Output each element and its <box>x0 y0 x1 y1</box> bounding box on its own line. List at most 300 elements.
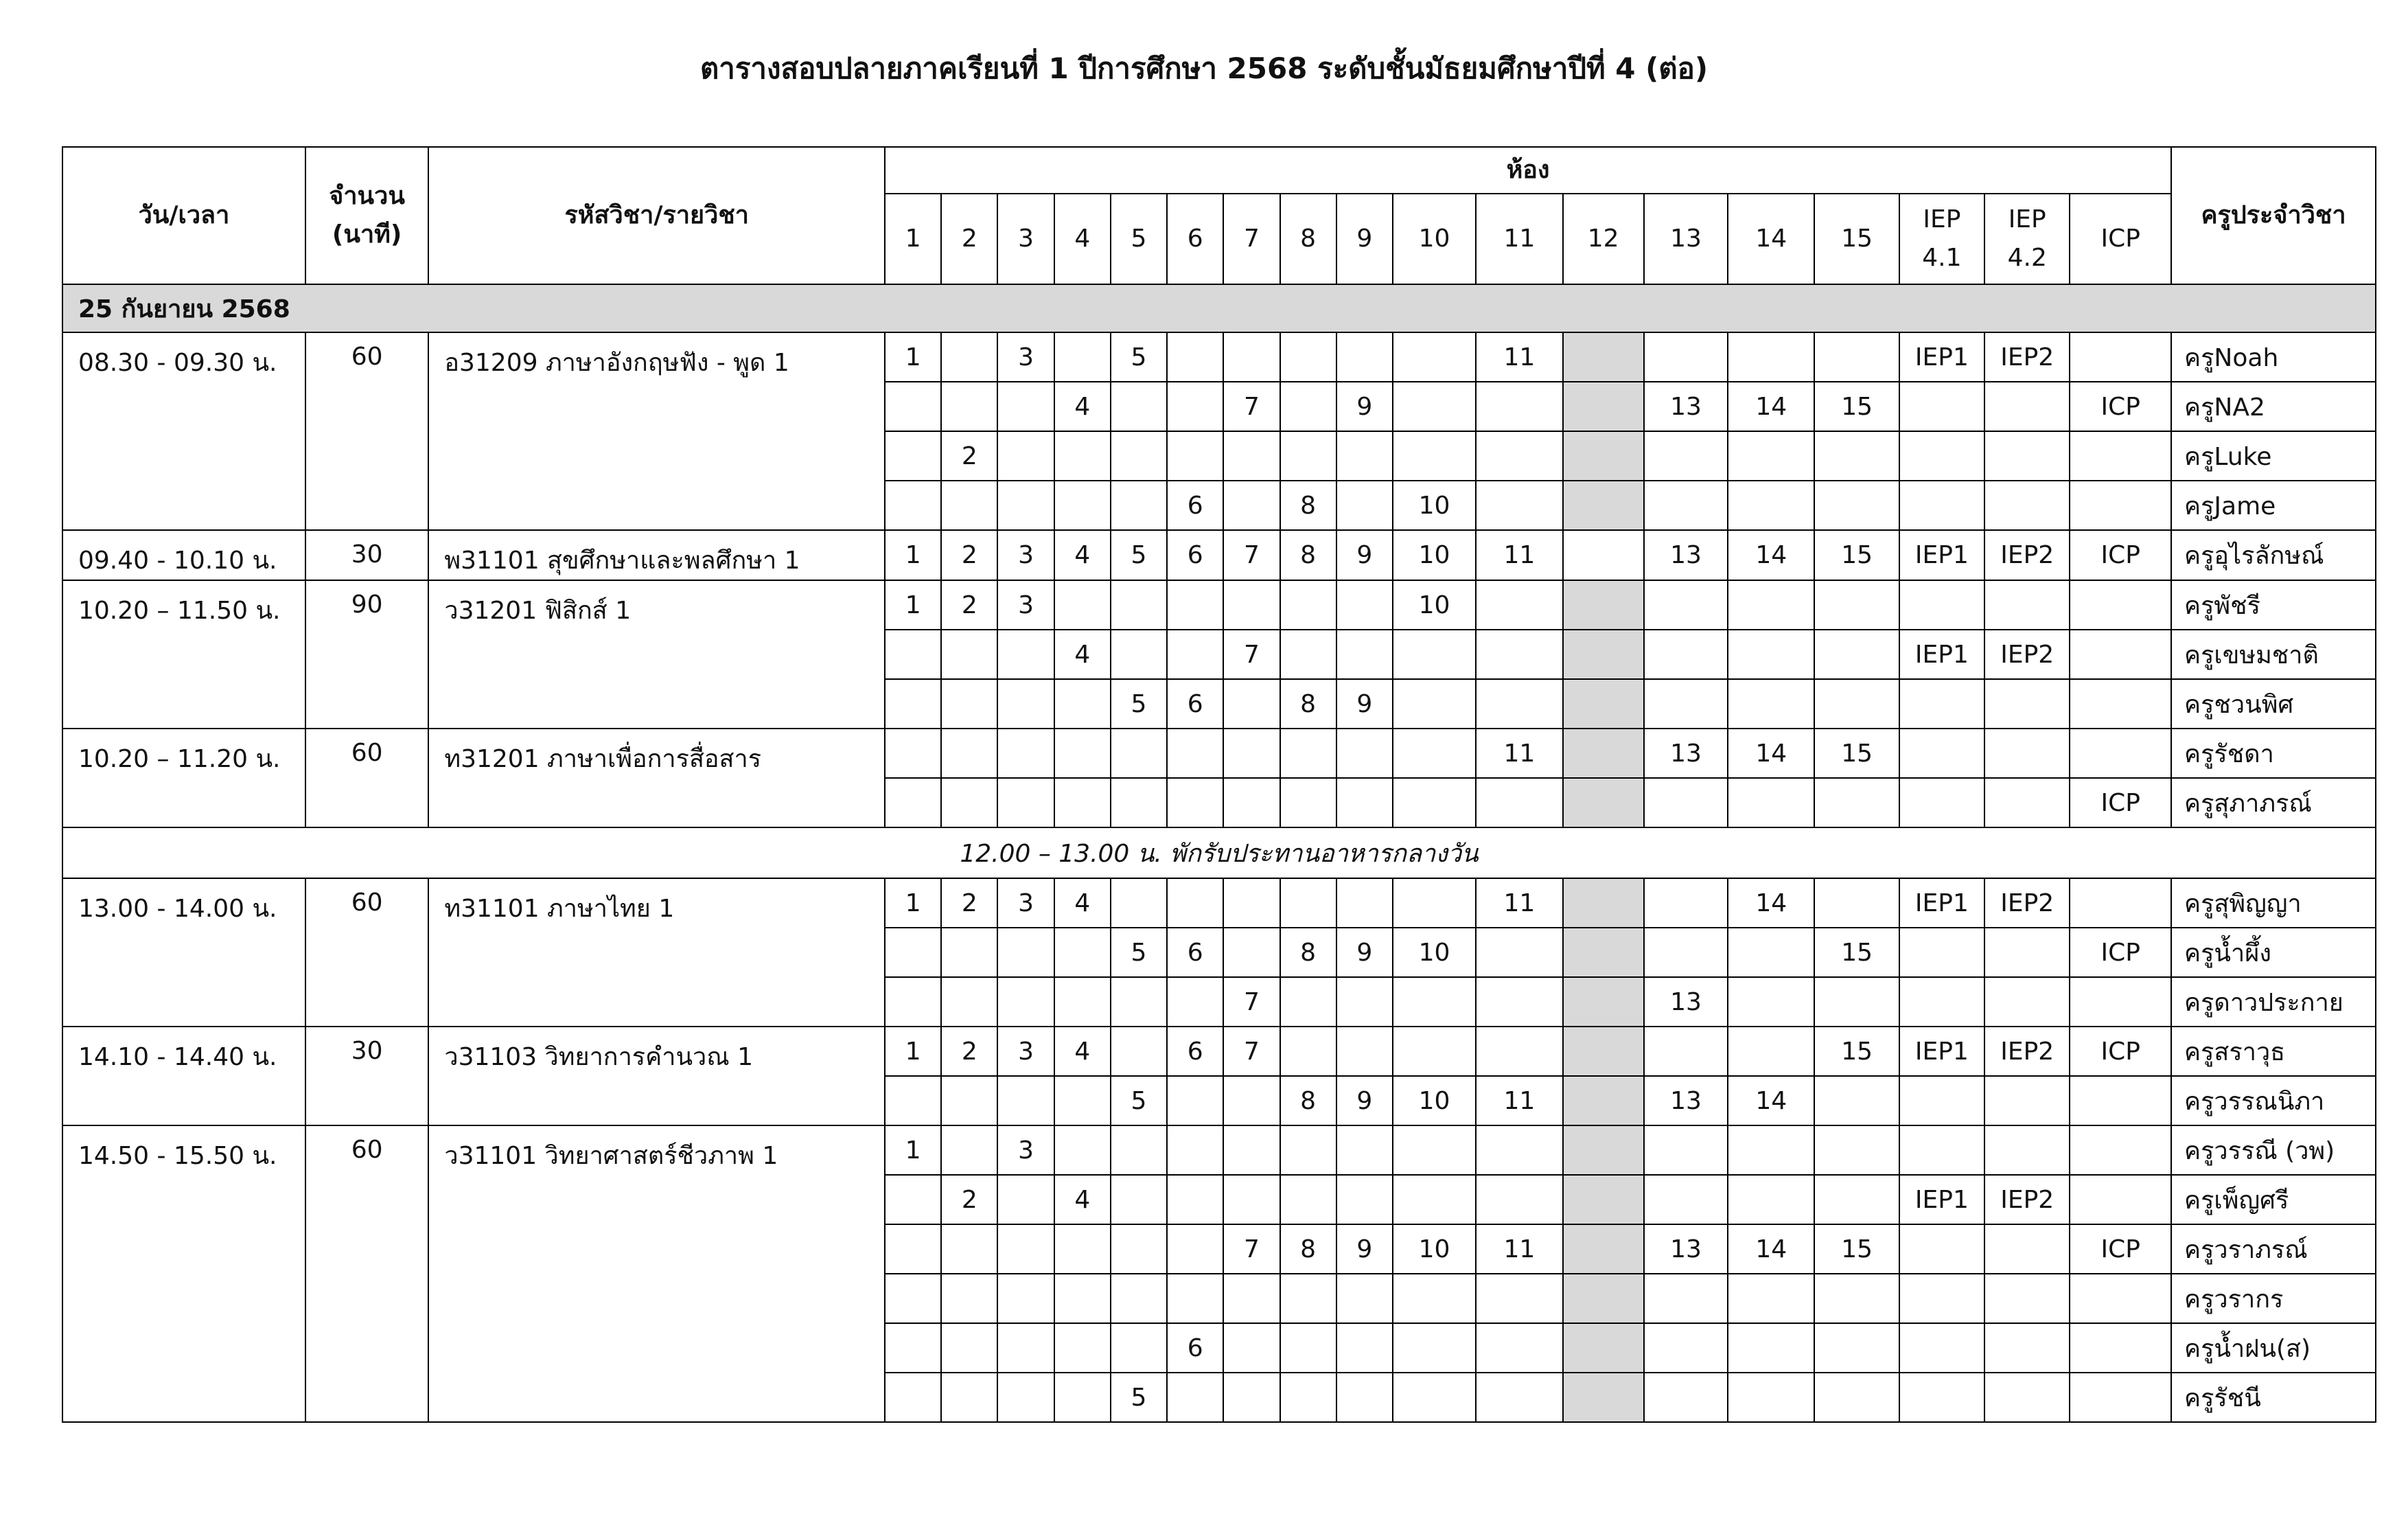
room-cell <box>2070 878 2171 928</box>
room-cell: 7 <box>1223 382 1280 431</box>
room-cell <box>1644 878 1728 928</box>
exam-schedule-table <box>62 146 2376 1423</box>
room-cell <box>1280 382 1336 431</box>
room-cell: 9 <box>1336 530 1393 580</box>
room-cell <box>1728 431 1814 481</box>
room-cell <box>1054 431 1111 481</box>
room-cell <box>1280 778 1336 827</box>
room-cell <box>1223 778 1280 827</box>
room-cell <box>1223 679 1280 729</box>
room-cell: 5 <box>1111 1373 1167 1422</box>
room-cell <box>1728 580 1814 630</box>
room-cell <box>1563 630 1644 679</box>
room-cell <box>1563 729 1644 778</box>
room-cell <box>1223 481 1280 530</box>
table-row <box>62 1027 2376 1076</box>
teacher-name: ครูวรรณนิภา <box>2171 1076 2376 1125</box>
room-cell <box>2070 729 2171 778</box>
room-cell <box>1280 878 1336 928</box>
room-cell: ICP <box>2070 1224 2171 1274</box>
room-cell <box>1167 630 1223 679</box>
room-cell <box>1280 1027 1336 1076</box>
exam-minutes: 90 <box>305 580 428 729</box>
room-cell <box>1280 1274 1336 1323</box>
room-cell <box>885 977 941 1027</box>
teacher-name: ครูNA2 <box>2171 382 2376 431</box>
room-cell: 8 <box>1280 530 1336 580</box>
room-cell: IEP1 <box>1899 1175 1984 1224</box>
room-cell: 14 <box>1728 729 1814 778</box>
room-cell <box>1899 1373 1984 1422</box>
room-cell: 10 <box>1393 1224 1476 1274</box>
teacher-name: ครูชวนพิศ <box>2171 679 2376 729</box>
room-cell <box>997 977 1054 1027</box>
room-cell: IEP1 <box>1899 630 1984 679</box>
exam-subject: ว31201 ฟิสิกส์ 1 <box>428 580 885 729</box>
teacher-name: ครูNoah <box>2171 332 2376 382</box>
room-cell <box>1167 431 1223 481</box>
room-cell: 2 <box>941 580 997 630</box>
room-cell <box>1644 431 1728 481</box>
room-cell <box>1984 778 2070 827</box>
room-cell <box>1476 1175 1562 1224</box>
room-cell <box>1476 481 1562 530</box>
room-cell <box>941 1125 997 1175</box>
room-cell <box>1167 580 1223 630</box>
room-cell <box>1644 481 1728 530</box>
room-cell <box>1054 332 1111 382</box>
room-cell: 11 <box>1476 729 1562 778</box>
room-cell <box>1563 431 1644 481</box>
room-cell <box>1644 1274 1728 1323</box>
room-cell <box>1984 1373 2070 1422</box>
room-cell <box>1054 1076 1111 1125</box>
room-cell <box>941 332 997 382</box>
room-cell: 8 <box>1280 1076 1336 1125</box>
room-cell <box>997 481 1054 530</box>
room-cell: IEP1 <box>1899 332 1984 382</box>
room-cell <box>1054 679 1111 729</box>
room-cell <box>1728 1274 1814 1323</box>
room-cell <box>1223 1274 1280 1323</box>
room-cell <box>1563 1125 1644 1175</box>
header-room-col: 3 <box>997 194 1054 284</box>
teacher-name: ครูเขษมชาติ <box>2171 630 2376 679</box>
room-cell <box>1728 977 1814 1027</box>
room-cell: 15 <box>1814 729 1899 778</box>
room-cell <box>1814 1373 1899 1422</box>
room-cell <box>941 1274 997 1323</box>
room-cell <box>1280 977 1336 1027</box>
room-cell <box>1336 1125 1393 1175</box>
header-minutes-line1: จำนวน <box>329 182 405 210</box>
room-cell <box>1476 928 1562 977</box>
room-cell: 2 <box>941 1027 997 1076</box>
room-cell <box>1280 1175 1336 1224</box>
room-cell <box>1393 630 1476 679</box>
room-cell <box>997 729 1054 778</box>
room-cell: 13 <box>1644 977 1728 1027</box>
room-cell <box>885 778 941 827</box>
room-cell <box>1728 332 1814 382</box>
header-room-col: 10 <box>1393 194 1476 284</box>
room-cell <box>1393 977 1476 1027</box>
room-cell <box>1111 878 1167 928</box>
room-cell: 15 <box>1814 530 1899 580</box>
room-cell <box>1336 729 1393 778</box>
room-cell: 4 <box>1054 878 1111 928</box>
room-cell <box>1563 1323 1644 1373</box>
room-cell <box>1984 580 2070 630</box>
room-cell <box>1563 878 1644 928</box>
room-cell <box>1223 1125 1280 1175</box>
room-cell: 1 <box>885 1027 941 1076</box>
room-cell: 2 <box>941 1175 997 1224</box>
room-cell: 5 <box>1111 1076 1167 1125</box>
header-room-col: 9 <box>1336 194 1393 284</box>
room-cell: 6 <box>1167 679 1223 729</box>
exam-subject: ท31201 ภาษาเพื่อการสื่อสาร <box>428 729 885 827</box>
room-cell <box>1111 977 1167 1027</box>
room-cell: 3 <box>997 1125 1054 1175</box>
room-cell: 13 <box>1644 1224 1728 1274</box>
room-cell <box>1393 1125 1476 1175</box>
room-cell <box>1899 679 1984 729</box>
room-cell: 1 <box>885 580 941 630</box>
room-cell <box>1167 1224 1223 1274</box>
teacher-name: ครูพัชรี <box>2171 580 2376 630</box>
room-cell <box>1814 580 1899 630</box>
room-cell: 6 <box>1167 928 1223 977</box>
room-cell <box>1223 1373 1280 1422</box>
table-row <box>62 580 2376 630</box>
room-cell: 6 <box>1167 1027 1223 1076</box>
room-cell <box>1563 778 1644 827</box>
exam-time: 08.30 - 09.30 น. <box>62 332 305 530</box>
room-cell <box>1644 1125 1728 1175</box>
room-cell <box>1393 1175 1476 1224</box>
room-cell <box>1280 580 1336 630</box>
room-cell <box>1563 679 1644 729</box>
room-cell: IEP2 <box>1984 630 2070 679</box>
room-cell <box>1899 928 1984 977</box>
room-cell <box>1280 332 1336 382</box>
teacher-name: ครูน้ำฝน(ส) <box>2171 1323 2376 1373</box>
room-cell <box>885 928 941 977</box>
room-cell: 4 <box>1054 1175 1111 1224</box>
room-cell <box>941 630 997 679</box>
header-minutes-line2: (นาที) <box>332 220 402 249</box>
room-cell <box>1728 1125 1814 1175</box>
room-cell <box>2070 977 2171 1027</box>
room-cell: IEP2 <box>1984 878 2070 928</box>
room-cell: 4 <box>1054 630 1111 679</box>
room-cell: 9 <box>1336 382 1393 431</box>
room-cell <box>1280 1373 1336 1422</box>
header-teacher: ครูประจำวิชา <box>2171 147 2376 284</box>
room-cell <box>1563 1027 1644 1076</box>
room-cell <box>885 1323 941 1373</box>
room-cell <box>1899 1224 1984 1274</box>
room-cell <box>1814 878 1899 928</box>
room-cell <box>997 679 1054 729</box>
room-cell <box>1476 431 1562 481</box>
room-cell: 8 <box>1280 1224 1336 1274</box>
room-cell <box>1476 1027 1562 1076</box>
room-cell <box>1899 977 1984 1027</box>
room-cell <box>941 928 997 977</box>
room-cell <box>1111 1175 1167 1224</box>
room-cell <box>1899 431 1984 481</box>
room-cell <box>885 382 941 431</box>
exam-minutes: 60 <box>305 878 428 1027</box>
room-cell <box>1899 1323 1984 1373</box>
exam-subject: อ31209 ภาษาอังกฤษฟัง - พูด 1 <box>428 332 885 530</box>
room-cell <box>1476 382 1562 431</box>
room-cell <box>1167 778 1223 827</box>
room-cell: 15 <box>1814 382 1899 431</box>
room-cell <box>1167 1175 1223 1224</box>
room-cell: 3 <box>997 878 1054 928</box>
room-cell <box>1563 928 1644 977</box>
room-cell <box>1984 729 2070 778</box>
room-cell: 5 <box>1111 928 1167 977</box>
teacher-name: ครูดาวประกาย <box>2171 977 2376 1027</box>
room-cell <box>1814 778 1899 827</box>
room-cell <box>1336 481 1393 530</box>
room-cell <box>997 630 1054 679</box>
room-cell: 5 <box>1111 679 1167 729</box>
room-cell <box>885 729 941 778</box>
room-cell: 3 <box>997 1027 1054 1076</box>
exam-minutes: 60 <box>305 729 428 827</box>
room-cell <box>1111 630 1167 679</box>
room-cell: 9 <box>1336 928 1393 977</box>
room-cell: 2 <box>941 431 997 481</box>
header-room-col: 11 <box>1476 194 1562 284</box>
room-cell <box>1223 878 1280 928</box>
room-cell <box>1984 977 2070 1027</box>
room-cell <box>1728 1373 1814 1422</box>
room-cell <box>1476 1125 1562 1175</box>
teacher-name: ครูLuke <box>2171 431 2376 481</box>
room-cell: 14 <box>1728 1076 1814 1125</box>
room-cell <box>885 1224 941 1274</box>
room-cell <box>1393 1323 1476 1373</box>
room-cell <box>1476 1323 1562 1373</box>
header-subject: รหัสวิชา/รายวิชา <box>428 147 885 284</box>
room-cell: 9 <box>1336 679 1393 729</box>
room-cell <box>2070 1076 2171 1125</box>
room-cell <box>997 778 1054 827</box>
room-cell <box>1899 729 1984 778</box>
room-cell <box>1728 778 1814 827</box>
room-cell <box>1476 580 1562 630</box>
room-cell: 2 <box>941 878 997 928</box>
room-cell <box>997 1076 1054 1125</box>
room-cell <box>1054 977 1111 1027</box>
date-row <box>62 284 2376 332</box>
table-row <box>62 530 2376 580</box>
teacher-name: ครูวราภรณ์ <box>2171 1224 2376 1274</box>
teacher-name: ครูรัชดา <box>2171 729 2376 778</box>
room-cell: IEP1 <box>1899 530 1984 580</box>
exam-minutes: 60 <box>305 1125 428 1422</box>
room-cell <box>1111 580 1167 630</box>
room-cell <box>1393 679 1476 729</box>
room-cell <box>1984 1274 2070 1323</box>
header-room-col: 4 <box>1054 194 1111 284</box>
room-cell <box>1814 630 1899 679</box>
room-cell <box>1336 1323 1393 1373</box>
room-cell <box>1054 580 1111 630</box>
header-room-col: 2 <box>941 194 997 284</box>
room-cell <box>1280 630 1336 679</box>
room-cell <box>1644 1175 1728 1224</box>
room-cell <box>1167 878 1223 928</box>
room-cell: 14 <box>1728 1224 1814 1274</box>
room-cell <box>1054 1323 1111 1373</box>
exam-time: 13.00 - 14.00 น. <box>62 878 305 1027</box>
room-cell <box>1728 1027 1814 1076</box>
room-cell <box>2070 332 2171 382</box>
room-cell <box>1167 382 1223 431</box>
room-cell <box>1984 1076 2070 1125</box>
room-cell <box>885 1076 941 1125</box>
room-cell: 14 <box>1728 878 1814 928</box>
room-cell <box>1899 1274 1984 1323</box>
room-cell <box>1167 1125 1223 1175</box>
room-cell: 10 <box>1393 1076 1476 1125</box>
teacher-name: ครูJame <box>2171 481 2376 530</box>
room-cell <box>1336 778 1393 827</box>
room-cell <box>1899 1125 1984 1175</box>
header-room-col: 7 <box>1223 194 1280 284</box>
room-cell <box>885 431 941 481</box>
room-cell <box>941 679 997 729</box>
room-cell: ICP <box>2070 530 2171 580</box>
room-cell: 3 <box>997 332 1054 382</box>
teacher-name: ครูสุพิญญา <box>2171 878 2376 928</box>
room-cell <box>1644 679 1728 729</box>
room-cell: 11 <box>1476 1076 1562 1125</box>
room-cell <box>1644 928 1728 977</box>
room-cell <box>1814 1274 1899 1323</box>
room-cell <box>1899 1076 1984 1125</box>
room-cell <box>1336 1373 1393 1422</box>
room-cell: 3 <box>997 580 1054 630</box>
room-cell <box>1563 382 1644 431</box>
header-room-col: 5 <box>1111 194 1167 284</box>
room-cell <box>1280 1125 1336 1175</box>
room-cell <box>885 679 941 729</box>
room-cell <box>1814 1076 1899 1125</box>
room-cell: ICP <box>2070 1027 2171 1076</box>
room-cell <box>1393 382 1476 431</box>
room-cell <box>1728 481 1814 530</box>
room-cell <box>1728 1175 1814 1224</box>
room-cell: 1 <box>885 530 941 580</box>
room-cell: 7 <box>1223 1027 1280 1076</box>
room-cell <box>1223 729 1280 778</box>
room-cell <box>1984 1125 2070 1175</box>
room-cell <box>1336 332 1393 382</box>
room-cell <box>1984 481 2070 530</box>
room-cell: 3 <box>997 530 1054 580</box>
date-cell: 25 กันยายน 2568 <box>62 284 2376 332</box>
room-cell <box>1054 729 1111 778</box>
room-cell <box>1336 1027 1393 1076</box>
header-minutes <box>305 147 428 284</box>
room-cell <box>1984 928 2070 977</box>
exam-subject: ว31101 วิทยาศาสตร์ชีวภาพ 1 <box>428 1125 885 1422</box>
room-cell: 11 <box>1476 1224 1562 1274</box>
room-cell: 4 <box>1054 1027 1111 1076</box>
room-cell <box>941 1224 997 1274</box>
room-cell <box>1336 1274 1393 1323</box>
room-cell: 15 <box>1814 1224 1899 1274</box>
room-cell <box>1476 977 1562 1027</box>
room-cell <box>1563 977 1644 1027</box>
room-cell <box>1223 332 1280 382</box>
room-cell <box>1814 1323 1899 1373</box>
room-cell <box>2070 1175 2171 1224</box>
room-cell <box>1644 1323 1728 1373</box>
room-cell <box>1984 1224 2070 1274</box>
room-cell: 15 <box>1814 928 1899 977</box>
room-cell <box>1111 1224 1167 1274</box>
room-cell <box>1563 1224 1644 1274</box>
exam-time: 14.50 - 15.50 น. <box>62 1125 305 1422</box>
room-cell <box>997 1373 1054 1422</box>
room-cell <box>1393 431 1476 481</box>
room-cell: 7 <box>1223 977 1280 1027</box>
room-cell: 10 <box>1393 481 1476 530</box>
room-cell <box>1054 1125 1111 1175</box>
room-cell <box>1899 580 1984 630</box>
room-cell: 4 <box>1054 530 1111 580</box>
header-room-col: 8 <box>1280 194 1336 284</box>
room-cell <box>1984 679 2070 729</box>
room-cell: IEP2 <box>1984 332 2070 382</box>
room-cell <box>1814 1125 1899 1175</box>
lunch-break-cell: 12.00 – 13.00 น. พักรับประทานอาหารกลางวัน <box>62 827 2376 878</box>
room-cell: IEP1 <box>1899 1027 1984 1076</box>
room-cell: 6 <box>1167 1323 1223 1373</box>
room-cell <box>1111 729 1167 778</box>
teacher-name: ครูอุไรลักษณ์ <box>2171 530 2376 580</box>
teacher-name: ครูวรากร <box>2171 1274 2376 1323</box>
room-cell <box>2070 1274 2171 1323</box>
room-cell <box>1899 382 1984 431</box>
room-cell: 13 <box>1644 530 1728 580</box>
room-cell: 13 <box>1644 382 1728 431</box>
room-cell <box>1899 778 1984 827</box>
room-cell: IEP2 <box>1984 1027 2070 1076</box>
room-cell <box>1336 1175 1393 1224</box>
header-room-col: 15 <box>1814 194 1899 284</box>
room-cell <box>1814 481 1899 530</box>
room-cell <box>1111 1125 1167 1175</box>
room-cell <box>2070 1125 2171 1175</box>
room-cell <box>1814 679 1899 729</box>
room-cell <box>1336 977 1393 1027</box>
room-cell <box>1476 778 1562 827</box>
room-cell: 5 <box>1111 530 1167 580</box>
teacher-name: ครูสราวุธ <box>2171 1027 2376 1076</box>
room-cell <box>1054 481 1111 530</box>
room-cell: ICP <box>2070 382 2171 431</box>
